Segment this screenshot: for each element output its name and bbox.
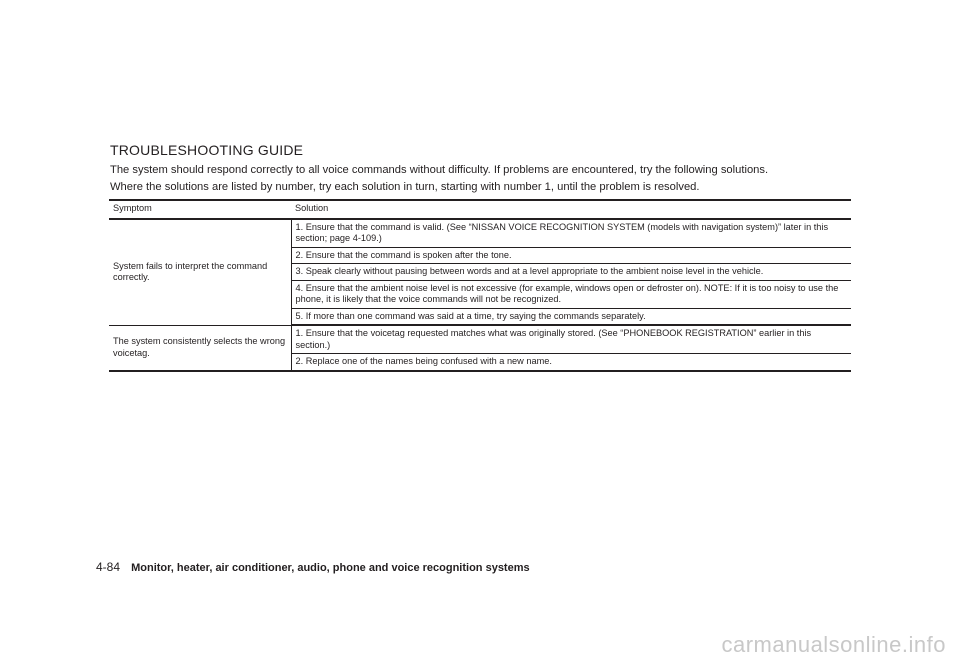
section-heading: TROUBLESHOOTING GUIDE — [110, 142, 304, 158]
solution-cell: 1. Ensure that the command is valid. (See “NISSAN VOICE RECOGNITION SYSTEM (models with navigation system)” later in this section; page 4-109.) — [291, 219, 851, 248]
solution-cell: 2. Replace one of the names being confused with a new name. — [291, 354, 851, 371]
page-footer — [96, 560, 530, 574]
solution-cell: 3. Speak clearly without pausing between words and at a level appropriate to the ambient noise level in the vehicle. — [291, 264, 851, 281]
watermark: carmanualsonline.info — [721, 632, 946, 657]
solution-cell: 2. Ensure that the command is spoken after the tone. — [291, 247, 851, 264]
header-symptom: Symptom — [109, 200, 291, 219]
table-row — [109, 219, 851, 248]
table-header-row — [109, 200, 851, 219]
intro-paragraph-2: Where the solutions are listed by number, try each solution in turn, starting with number 1, until the problem is resolved. — [110, 181, 700, 193]
intro-paragraph-1: The system should respond correctly to all voice commands without difficulty. If problems are encountered, try the following solutions. — [110, 164, 769, 176]
header-solution: Solution — [291, 200, 851, 219]
page-number: 4-84 — [96, 560, 121, 574]
solution-cell: 1. Ensure that the voicetag requested matches what was originally stored. (See “PHONEBOOK REGISTRATION” earlier in this section.) — [291, 325, 851, 354]
footer-section-title: Monitor, heater, air conditioner, audio, phone and voice recognition systems — [131, 562, 530, 574]
symptom-cell: The system consistently selects the wrong voicetag. — [109, 325, 291, 371]
solution-cell: 5. If more than one command was said at a time, try saying the commands separately. — [291, 308, 851, 325]
solution-cell: 4. Ensure that the ambient noise level is not excessive (for example, windows open or defroster on). NOTE: If it is too noisy to use the phone, it is likely that the voice commands will not be recognized. — [291, 280, 851, 308]
table-row — [109, 325, 851, 354]
troubleshooting-table — [109, 199, 851, 372]
symptom-cell: System fails to interpret the command correctly. — [109, 219, 291, 326]
